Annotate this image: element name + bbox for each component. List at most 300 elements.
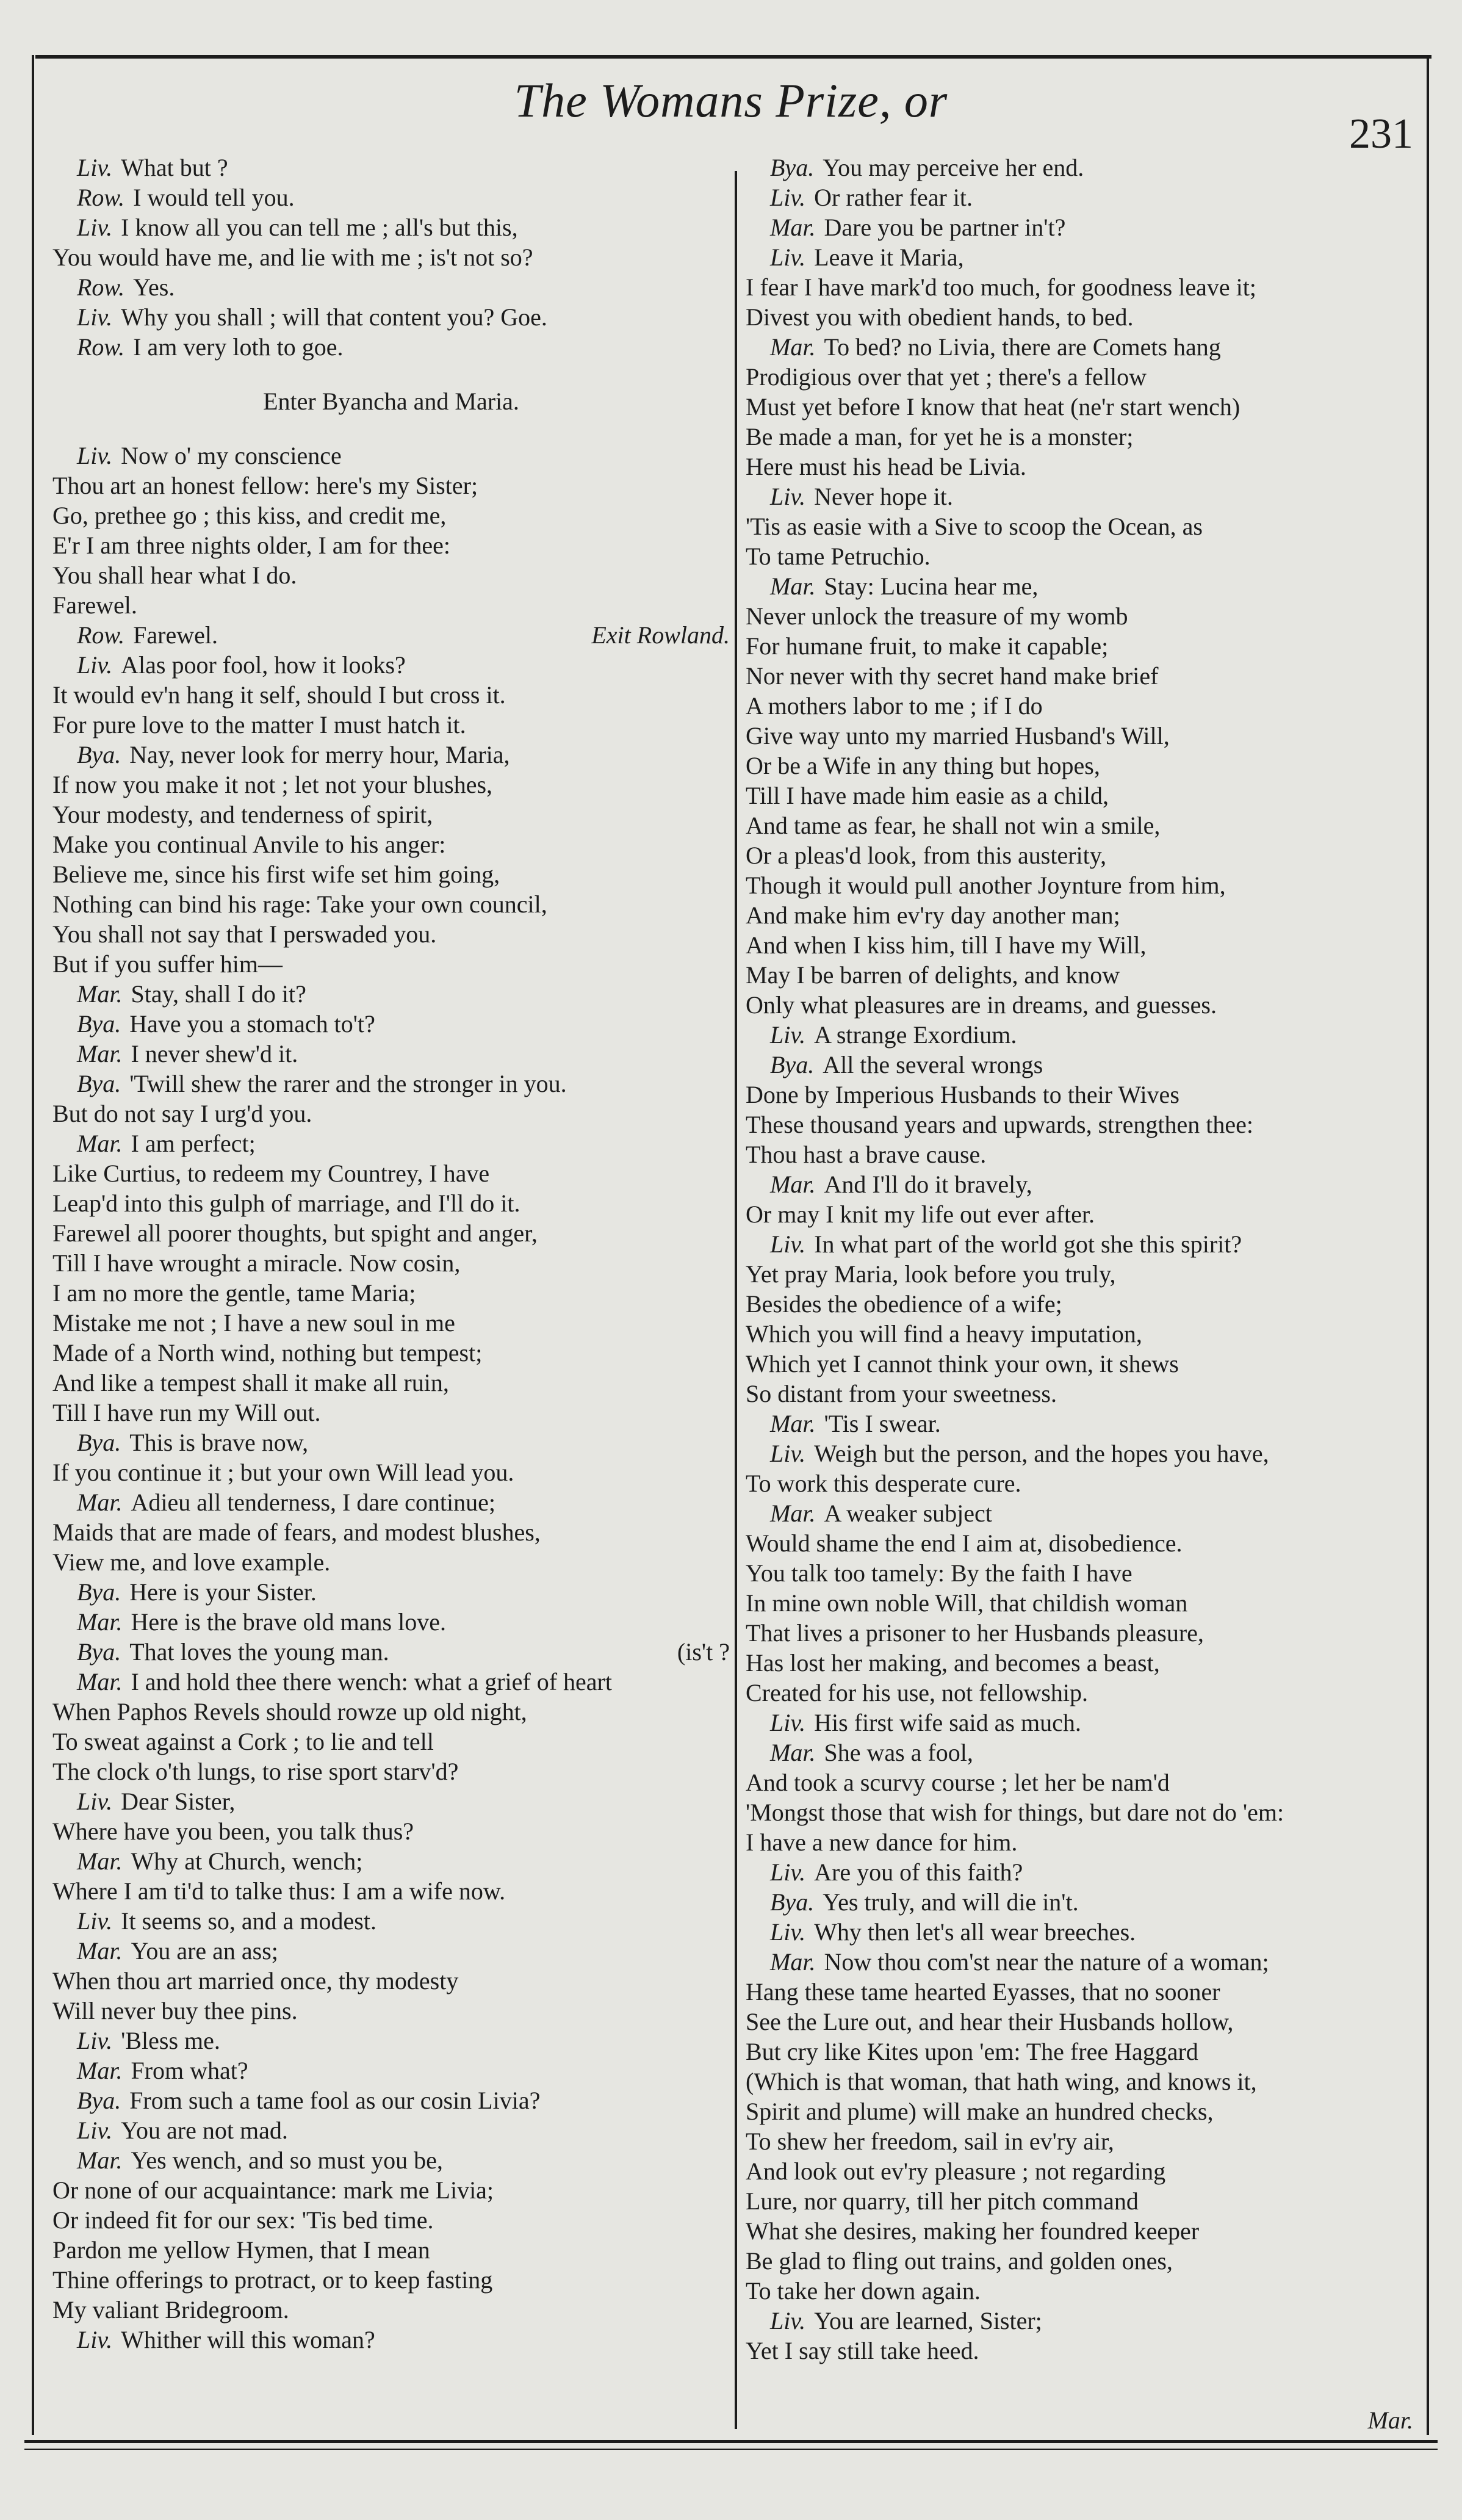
text-line	[746, 511, 1424, 541]
line-text: If you continue it ; but your own Will lead you.	[52, 1459, 514, 1486]
line-text: Have you a stomach to't?	[129, 1010, 375, 1038]
text-line	[746, 1259, 1424, 1289]
text-line	[746, 1139, 1424, 1169]
line-text: Here is the brave old mans love.	[131, 1608, 446, 1636]
line-text: May I be barren of delights, and know	[746, 961, 1120, 989]
text-line	[746, 362, 1424, 392]
speaker-label: Mar.	[770, 1739, 816, 1766]
speaker-label: Row.	[77, 621, 125, 649]
line-text: Yes wench, and so must you be,	[131, 2146, 443, 2174]
line-text: Adieu all tenderness, I dare continue;	[131, 1489, 496, 1516]
text-line	[52, 2145, 730, 2175]
line-text: Yet I say still take heed.	[746, 2337, 979, 2364]
text-line	[746, 661, 1424, 691]
text-line	[52, 919, 730, 949]
line-text: Whither will this woman?	[121, 2326, 375, 2353]
speaker-label: Liv.	[770, 1918, 806, 1946]
line-text: From what?	[131, 2057, 248, 2084]
line-text: To work this desperate cure.	[746, 1470, 1021, 1497]
text-line	[746, 1229, 1424, 1259]
text-line	[746, 541, 1424, 571]
text-line	[52, 2325, 730, 2355]
line-text: Will never buy thee pins.	[52, 1997, 298, 2024]
line-text: Now o' my conscience	[121, 442, 342, 469]
text-line	[746, 212, 1424, 242]
line-text: Only what pleasures are in dreams, and guesses.	[746, 991, 1217, 1019]
text-line	[746, 242, 1424, 272]
text-line	[746, 1558, 1424, 1588]
text-line	[746, 1947, 1424, 1977]
text-line	[746, 1827, 1424, 1857]
text-line	[52, 441, 730, 471]
text-line	[746, 1439, 1424, 1468]
text-line	[746, 2126, 1424, 2156]
line-text: And make him ev'ry day another man;	[746, 901, 1120, 929]
line-text: 'Twill shew the rarer and the stronger in you.	[129, 1070, 567, 1097]
line-text: Thine offerings to protract, or to keep fasting	[52, 2266, 493, 2294]
line-text: You shall hear what I do.	[52, 561, 297, 589]
line-text: She was a fool,	[824, 1739, 973, 1766]
text-line	[52, 1876, 730, 1906]
speaker-label: Liv.	[77, 214, 113, 241]
text-line	[52, 242, 730, 272]
text-line	[746, 1528, 1424, 1558]
line-text: Must yet before I know that heat (ne'r start wench)	[746, 393, 1241, 421]
line-text: To sweat against a Cork ; to lie and tell	[52, 1728, 434, 1755]
text-line	[52, 590, 730, 620]
line-text: Leap'd into this gulph of marriage, and I'll do it.	[52, 1190, 520, 1217]
speaker-label: Liv.	[77, 1788, 113, 1815]
line-text: If now you make it not ; let not your blushes,	[52, 771, 493, 798]
speaker-label: Liv.	[770, 184, 806, 211]
text-line	[746, 870, 1424, 900]
line-text: Why you shall ; will that content you? Goe.	[121, 303, 547, 331]
text-line	[52, 2295, 730, 2325]
text-line	[746, 2276, 1424, 2306]
line-text: But cry like Kites upon 'em: The free Haggard	[746, 2038, 1198, 2065]
text-line	[746, 1319, 1424, 1349]
line-text: 'Bless me.	[121, 2027, 220, 2054]
text-line	[52, 530, 730, 560]
speaker-label: Mar.	[770, 1410, 816, 1437]
text-line	[52, 1547, 730, 1577]
speaker-label: Mar.	[770, 1500, 816, 1527]
text-line	[746, 2216, 1424, 2246]
speaker-label: Liv.	[77, 2027, 113, 2054]
speaker-label: Mar.	[77, 1847, 123, 1875]
line-text: Give way unto my married Husband's Will,	[746, 722, 1170, 749]
text-line	[52, 2175, 730, 2205]
line-text: Never hope it.	[814, 483, 953, 510]
line-text: E'r I am three nights older, I am for thee:	[52, 532, 451, 559]
text-line	[746, 1678, 1424, 1708]
line-text: Or a pleas'd look, from this austerity,	[746, 842, 1107, 869]
text-line	[52, 1667, 730, 1697]
line-text: And tame as fear, he shall not win a smile,	[746, 812, 1161, 839]
text-line	[52, 1308, 730, 1338]
line-text: I and hold thee there wench: what a grief of heart	[131, 1668, 612, 1695]
line-text: It would ev'n hang it self, should I but cross it.	[52, 681, 506, 709]
line-text: And look out ev'ry pleasure ; not regarding	[746, 2157, 1166, 2185]
text-line	[52, 1996, 730, 2026]
text-line	[746, 482, 1424, 511]
line-text: Are you of this faith?	[814, 1858, 1023, 1886]
line-text: Spirit and plume) will make an hundred checks,	[746, 2098, 1214, 2125]
line-text: It seems so, and a modest.	[121, 1907, 376, 1935]
line-text: View me, and love example.	[52, 1548, 331, 1576]
line-text: Stay, shall I do it?	[131, 980, 306, 1008]
line-text: I have a new dance for him.	[746, 1829, 1018, 1856]
footer-rule-thin	[24, 2449, 1438, 2450]
text-line	[52, 1756, 730, 1786]
speaker-label: Liv.	[770, 1230, 806, 1258]
text-line	[746, 691, 1424, 721]
line-text: Stay: Lucina hear me,	[824, 572, 1039, 600]
text-line	[746, 2186, 1424, 2216]
line-text: You shall not say that I perswaded you.	[52, 920, 437, 948]
text-line	[746, 900, 1424, 930]
line-text: Besides the obedience of a wife;	[746, 1290, 1062, 1318]
line-text: But do not say I urg'd you.	[52, 1100, 312, 1127]
text-line	[52, 362, 730, 386]
line-text: Till I have run my Will out.	[52, 1399, 321, 1426]
text-line	[746, 1379, 1424, 1409]
text-line	[746, 272, 1424, 302]
line-text: To take her down again.	[746, 2277, 981, 2305]
line-text: Dear Sister,	[121, 1788, 236, 1815]
text-line	[52, 1637, 730, 1667]
line-text: You talk too tamely: By the faith I have	[746, 1559, 1133, 1587]
line-text: In mine own noble Will, that childish woman	[746, 1589, 1188, 1617]
line-text: You are an ass;	[131, 1937, 278, 1965]
text-line	[52, 1099, 730, 1128]
text-line	[52, 416, 730, 441]
text-line	[52, 2115, 730, 2145]
text-line	[52, 829, 730, 859]
speaker-label: Bya.	[77, 2087, 121, 2114]
text-line	[746, 1797, 1424, 1827]
line-text: Why then let's all wear breeches.	[814, 1918, 1136, 1946]
text-line	[746, 1857, 1424, 1887]
line-text: The clock o'th lungs, to rise sport starv'd?	[52, 1758, 459, 1785]
speaker-label: Mar.	[77, 1608, 123, 1636]
line-text: Weigh but the person, and the hopes you have,	[814, 1440, 1269, 1467]
text-line	[746, 1110, 1424, 1139]
speaker-label: Bya.	[77, 741, 121, 768]
text-line	[52, 332, 730, 362]
speaker-label: Bya.	[77, 1010, 121, 1038]
line-text: 'Mongst those that wish for things, but dare not do 'em:	[746, 1799, 1284, 1826]
text-line	[746, 392, 1424, 422]
text-line	[746, 1409, 1424, 1439]
text-line	[52, 949, 730, 979]
speaker-label: Bya.	[770, 154, 815, 181]
line-text: I never shew'd it.	[131, 1040, 298, 1067]
speaker-label: Mar.	[77, 2057, 123, 2084]
line-text: Alas poor fool, how it looks?	[121, 651, 406, 679]
line-text: You are learned, Sister;	[814, 2307, 1042, 2334]
line-text: Nor never with thy secret hand make brief	[746, 662, 1159, 690]
text-line	[746, 153, 1424, 182]
text-line	[746, 990, 1424, 1020]
page-number: 231	[1349, 110, 1413, 157]
text-line	[746, 422, 1424, 452]
speaker-label: Mar.	[77, 980, 123, 1008]
line-text: Prodigious over that yet ; there's a fellow	[746, 363, 1147, 391]
speaker-label: Liv.	[77, 1907, 113, 1935]
text-line	[52, 620, 730, 650]
speaker-label: Liv.	[77, 303, 113, 331]
text-line	[52, 1368, 730, 1398]
line-text: From such a tame fool as our cosin Livia?	[129, 2087, 541, 2114]
line-text: Mistake me not ; I have a new soul in me	[52, 1309, 455, 1337]
line-text: When thou art married once, thy modesty	[52, 1967, 459, 1995]
text-line	[746, 721, 1424, 751]
line-text: Here must his head be Livia.	[746, 453, 1026, 480]
right-aligned-note: Exit Rowland.	[591, 621, 730, 649]
line-text: Yes truly, and will die in't.	[823, 1888, 1079, 1916]
line-text: Has lost her making, and becomes a beast,	[746, 1649, 1160, 1677]
text-line	[52, 2265, 730, 2295]
text-line	[52, 1278, 730, 1308]
text-line	[746, 1588, 1424, 1618]
line-text: Where I am ti'd to talke thus: I am a wife now.	[52, 1877, 506, 1905]
text-line	[746, 1767, 1424, 1797]
speaker-label: Bya.	[77, 1070, 121, 1097]
text-line	[52, 710, 730, 740]
line-text: And took a scurvy course ; let her be nam'd	[746, 1769, 1170, 1796]
line-text: Hang these tame hearted Eyasses, that no sooner	[746, 1978, 1220, 2006]
line-text: Would shame the end I aim at, disobedience.	[746, 1529, 1183, 1557]
text-line	[746, 781, 1424, 811]
speaker-label: Row.	[77, 333, 125, 361]
right-text-column	[746, 153, 1424, 2366]
text-line	[746, 302, 1424, 332]
text-line	[746, 182, 1424, 212]
text-line	[52, 1607, 730, 1637]
text-line	[746, 1498, 1424, 1528]
text-line	[52, 1009, 730, 1039]
text-line	[746, 1738, 1424, 1767]
line-text: Believe me, since his first wife set him going,	[52, 861, 500, 888]
text-line	[746, 2007, 1424, 2037]
text-line	[52, 1786, 730, 1816]
speaker-label: Liv.	[77, 154, 113, 181]
text-line	[746, 840, 1424, 870]
line-text: That lives a prisoner to her Husbands pleasure,	[746, 1619, 1204, 1647]
speaker-label: Liv.	[77, 651, 113, 679]
text-line	[746, 1199, 1424, 1229]
text-line	[746, 930, 1424, 960]
line-text: Farewel all poorer thoughts, but spight and anger,	[52, 1219, 538, 1247]
text-line	[746, 571, 1424, 601]
line-text: In what part of the world got she this spirit?	[814, 1230, 1242, 1258]
text-line	[746, 1708, 1424, 1738]
text-line	[746, 811, 1424, 840]
left-border-rule	[32, 55, 34, 2435]
line-text: Here is your Sister.	[129, 1578, 317, 1606]
line-text: Be made a man, for yet he is a monster;	[746, 423, 1134, 450]
text-line	[746, 1289, 1424, 1319]
text-line	[52, 471, 730, 500]
speaker-label: Mar.	[770, 1171, 816, 1198]
text-line	[746, 960, 1424, 990]
line-text: A mothers labor to me ; if I do	[746, 692, 1043, 720]
line-text: You are not mad.	[121, 2117, 288, 2144]
line-text: All the several wrongs	[823, 1051, 1043, 1078]
speaker-label: Liv.	[770, 2307, 806, 2334]
line-text: This is brave now,	[129, 1429, 309, 1456]
line-text: Divest you with obedient hands, to bed.	[746, 303, 1134, 331]
line-text: Your modesty, and tenderness of spirit,	[52, 801, 433, 828]
line-text: Enter Byancha and Maria.	[263, 388, 519, 415]
line-text: Which yet I cannot think your own, it shews	[746, 1350, 1179, 1377]
line-text: I know all you can tell me ; all's but this,	[121, 214, 518, 241]
text-line	[52, 212, 730, 242]
speaker-label: Mar.	[77, 1130, 123, 1157]
line-text: For pure love to the matter I must hatch it.	[52, 711, 466, 738]
line-text: Be glad to fling out trains, and golden ones,	[746, 2247, 1173, 2275]
text-line	[52, 859, 730, 889]
text-line	[52, 1039, 730, 1069]
line-text: You may perceive her end.	[823, 154, 1084, 181]
text-line	[52, 889, 730, 919]
text-line	[52, 386, 730, 416]
line-text: I am no more the gentle, tame Maria;	[52, 1279, 416, 1307]
speaker-label: Bya.	[77, 1429, 121, 1456]
line-text: Lure, nor quarry, till her pitch command	[746, 2187, 1139, 2215]
line-text: You would have me, and lie with me ; is't not so?	[52, 244, 533, 271]
text-line	[52, 2056, 730, 2085]
text-line	[746, 2156, 1424, 2186]
text-line	[52, 2235, 730, 2265]
right-aligned-note: (is't ?	[677, 1638, 730, 1666]
line-text: So distant from your sweetness.	[746, 1380, 1057, 1407]
speaker-label: Liv.	[77, 2117, 113, 2144]
line-text: His first wife said as much.	[814, 1709, 1081, 1736]
text-line	[746, 1050, 1424, 1080]
speaker-label: Liv.	[770, 1021, 806, 1049]
line-text: These thousand years and upwards, strengthen thee:	[746, 1111, 1253, 1138]
line-text: A strange Exordium.	[814, 1021, 1017, 1049]
line-text: And when I kiss him, till I have my Will,	[746, 931, 1147, 959]
line-text: For humane fruit, to make it capable;	[746, 632, 1109, 660]
speaker-label: Mar.	[770, 333, 816, 361]
line-text: Like Curtius, to redeem my Countrey, I have	[52, 1160, 490, 1187]
text-line	[52, 1487, 730, 1517]
text-line	[746, 1977, 1424, 2007]
text-line	[52, 1577, 730, 1607]
line-text: Till I have wrought a miracle. Now cosin,	[52, 1249, 461, 1277]
speaker-label: Liv.	[770, 1858, 806, 1886]
speaker-label: Mar.	[77, 2146, 123, 2174]
text-line	[746, 2096, 1424, 2126]
line-text: See the Lure out, and hear their Husbands hollow,	[746, 2008, 1234, 2035]
line-text: Or none of our acquaintance: mark me Livia;	[52, 2176, 494, 2204]
line-text: Though it would pull another Joynture from him,	[746, 872, 1226, 899]
text-line	[746, 2067, 1424, 2096]
text-line	[52, 1248, 730, 1278]
speaker-label: Liv.	[770, 1440, 806, 1467]
speaker-label: Mar.	[77, 1937, 123, 1965]
text-line	[52, 500, 730, 530]
line-text: 'Tis I swear.	[824, 1410, 941, 1437]
text-line	[52, 740, 730, 770]
text-line	[746, 1648, 1424, 1678]
text-line	[746, 2246, 1424, 2276]
line-text: Make you continual Anvile to his anger:	[52, 831, 446, 858]
line-text: Made of a North wind, nothing but tempest;	[52, 1339, 483, 1367]
text-line	[52, 2085, 730, 2115]
line-text: To shew her freedom, sail in ev'ry air,	[746, 2128, 1114, 2155]
line-text: And I'll do it bravely,	[824, 1171, 1032, 1198]
line-text: My valiant Bridegroom.	[52, 2296, 289, 2323]
line-text: Or indeed fit for our sex: 'Tis bed time.	[52, 2206, 434, 2234]
text-line	[52, 1218, 730, 1248]
speaker-label: Liv.	[770, 244, 806, 271]
text-line	[746, 2037, 1424, 2067]
text-line	[52, 1128, 730, 1158]
running-title: The Womans Prize, or	[514, 74, 948, 127]
text-line	[746, 1020, 1424, 1050]
text-line	[746, 1468, 1424, 1498]
line-text: Nay, never look for merry hour, Maria,	[129, 741, 510, 768]
text-line	[52, 302, 730, 332]
line-text: Till I have made him easie as a child,	[746, 782, 1109, 809]
text-line	[746, 452, 1424, 482]
line-text: Where have you been, you talk thus?	[52, 1818, 414, 1845]
text-line	[746, 1887, 1424, 1917]
speaker-label: Mar.	[77, 1668, 123, 1695]
speaker-label: Mar.	[770, 214, 816, 241]
speaker-label: Mar.	[770, 1948, 816, 1976]
speaker-label: Mar.	[77, 1489, 123, 1516]
text-line	[52, 1966, 730, 1996]
text-line	[746, 1169, 1424, 1199]
text-line	[746, 631, 1424, 661]
text-line	[52, 560, 730, 590]
speaker-label: Mar.	[770, 572, 816, 600]
header-rule	[35, 55, 1431, 59]
text-line	[52, 1398, 730, 1428]
line-text: Why at Church, wench;	[131, 1847, 363, 1875]
text-line	[746, 751, 1424, 781]
text-line	[52, 1846, 730, 1876]
text-line	[746, 601, 1424, 631]
line-text: Which you will find a heavy imputation,	[746, 1320, 1142, 1348]
line-text: I fear I have mark'd too much, for goodness leave it;	[746, 273, 1256, 301]
speaker-label: Liv.	[770, 1709, 806, 1736]
catchword: Mar.	[1367, 2406, 1413, 2434]
line-text: Created for his use, not fellowship.	[746, 1679, 1088, 1706]
line-text: When Paphos Revels should rowze up old night,	[52, 1698, 527, 1725]
line-text: I would tell you.	[133, 184, 295, 211]
line-text: Maids that are made of fears, and modest blushes,	[52, 1518, 541, 1546]
column-divider	[735, 171, 737, 2429]
text-line	[52, 1428, 730, 1457]
line-text: Pardon me yellow Hymen, that I mean	[52, 2236, 430, 2264]
speaker-label: Liv.	[77, 2326, 113, 2353]
line-text: Farewel.	[133, 621, 218, 649]
line-text: (Which is that woman, that hath wing, and knows it,	[746, 2068, 1257, 2095]
text-line	[52, 979, 730, 1009]
speaker-label: Liv.	[770, 483, 806, 510]
speaker-label: Liv.	[77, 442, 113, 469]
text-line	[52, 272, 730, 302]
text-line	[746, 1618, 1424, 1648]
text-line	[52, 1727, 730, 1756]
text-line	[52, 1188, 730, 1218]
